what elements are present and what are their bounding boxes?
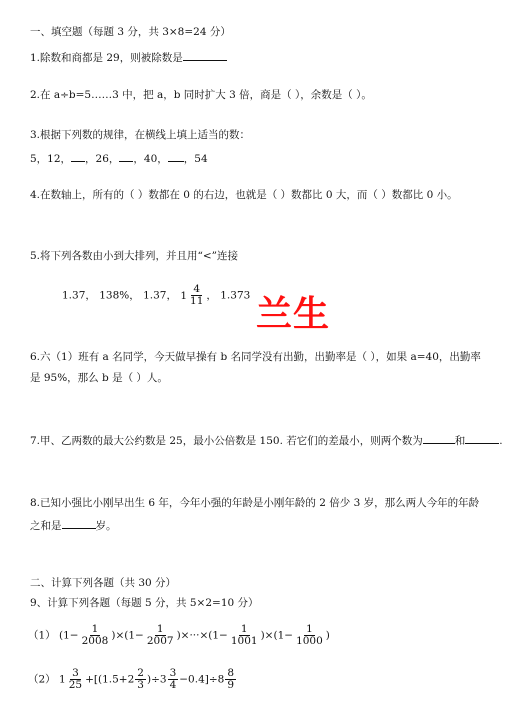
number-item: 138% [99,289,130,302]
question-1 [30,49,227,65]
seq-part: ，54 [183,153,208,165]
mixed-number: 1 $\frac{4}{11}$ [180,283,204,307]
answer-blank[interactable] [71,150,85,162]
question-9: 9、计算下列各题（每题 5 分，共 5×2=10 分） [30,597,259,609]
answer-blank[interactable] [119,150,133,162]
section-1-title: 一、填空题（每题 3 分，共 3×8=24 分） [30,26,231,38]
question-7-text: 7.甲、乙两数的最大公约数是 25，最小公倍数是 150. 若它们的差最小，则两个数为 [30,435,423,447]
answer-blank[interactable] [465,432,499,444]
question-6-line-2: 是 95%，那么 b 是（ ）人。 [30,372,168,384]
question-1-text: 1.除数和商都是 29，则被除数是 [30,52,183,64]
problem-2-label: （2） [28,673,56,686]
question-7: 7.甲、乙两数的最大公约数是 25，最小公倍数是 150. 若它们的差最小，则两个数为 和 . [30,432,503,448]
seq-part: 5，12， [30,153,72,165]
question-4: 4.在数轴上，所有的（ ）数都在 0 的右边，也就是（ ）数都比 0 大，而（ ）数都比 0 小。 [30,189,458,201]
question-6-line-1: 6.六（1）班有 a 名同学，今天做早操有 b 名同学没有出勤，出勤率是（ ），如果 a=40，出勤率 [30,351,481,363]
answer-blank[interactable] [168,150,184,162]
question-7-and: 和 [454,435,466,447]
question-5-text: 5.将下列各数由小到大排列，并且用“<”连接 [30,250,239,262]
question-2: 2.在 a÷b=5……3 中，把 a，b 同时扩大 3 倍，商是（ ），余数是（ ）。 [30,89,372,101]
question-3-sequence [30,150,208,166]
answer-blank[interactable] [62,517,96,529]
number-item: 1.37 [62,289,86,302]
problem-1-label: （1） [28,629,56,642]
section-2-title: 二、计算下列各题（共 30 分） [30,577,177,589]
question-8-line-1: 8.已知小强比小刚早出生 6 年，今年小强的年龄是小刚年龄的 2 倍少 3 岁，那么两人今年的年龄 [30,497,480,509]
watermark-logo: 兰生 [256,294,331,335]
problem-1: （1） (1− $\frac{1}{2008}$ )×(1− $\frac{1}{2007}$ )×···×(1− $\frac{1}{1001}$ )×(1− $\frac{1}{1000}$ ) [28,623,330,647]
number-item: 1.37 [143,289,167,302]
question-5-numbers: 1.37， 138%， 1.37， 1 $\frac{4}{11}$ ， 1.373 [62,283,251,307]
number-item: 1.373 [220,289,251,302]
answer-blank[interactable] [423,432,455,444]
answer-blank[interactable] [183,49,227,61]
seq-part: ，26， [85,153,120,165]
question-8-line-2: 之和是 岁。 [30,517,117,533]
question-3-text: 3.根据下列数的规律，在横线上填上适当的数： [30,129,251,141]
problem-2: （2） 1 $\frac{3}{25}$ +[(1.5+2 $\frac{2}{3}$ )÷3 $\frac{3}{4}$ −0.4]÷8 $\frac{8}{9}$ [28,667,235,691]
seq-part: ，40， [133,153,168,165]
